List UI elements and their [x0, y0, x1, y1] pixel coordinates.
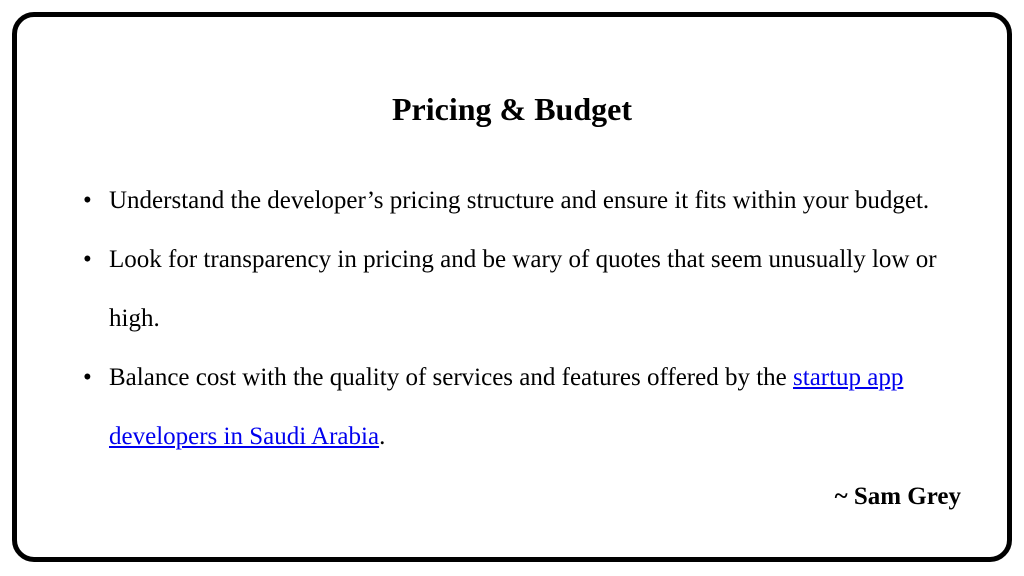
bullet-list	[81, 171, 961, 466]
bullet-item-pricing-structure	[81, 171, 961, 230]
bullet-icon: •	[83, 246, 92, 273]
bullet-item-transparency	[81, 230, 961, 348]
bullet-text: Look for transparency in pricing and be wary of quotes that seem unusually low or high.	[109, 246, 937, 332]
bullet-item-balance-cost	[81, 348, 961, 466]
slide-title: Pricing & Budget	[392, 91, 632, 127]
bullet-text: Understand the developer’s pricing structure and ensure it fits within your budget.	[109, 187, 930, 214]
bullet-text-before-link: Balance cost with the quality of services and features offered by the	[109, 364, 794, 391]
bullet-text-after-link: .	[379, 423, 386, 450]
bullet-icon: •	[83, 364, 92, 391]
bullet-icon: •	[83, 187, 92, 214]
author-signature: ~ Sam Grey	[834, 483, 961, 510]
startup-developers-link[interactable]: startup app developers in Saudi Arabia	[109, 364, 904, 450]
slide-frame	[12, 12, 1012, 562]
